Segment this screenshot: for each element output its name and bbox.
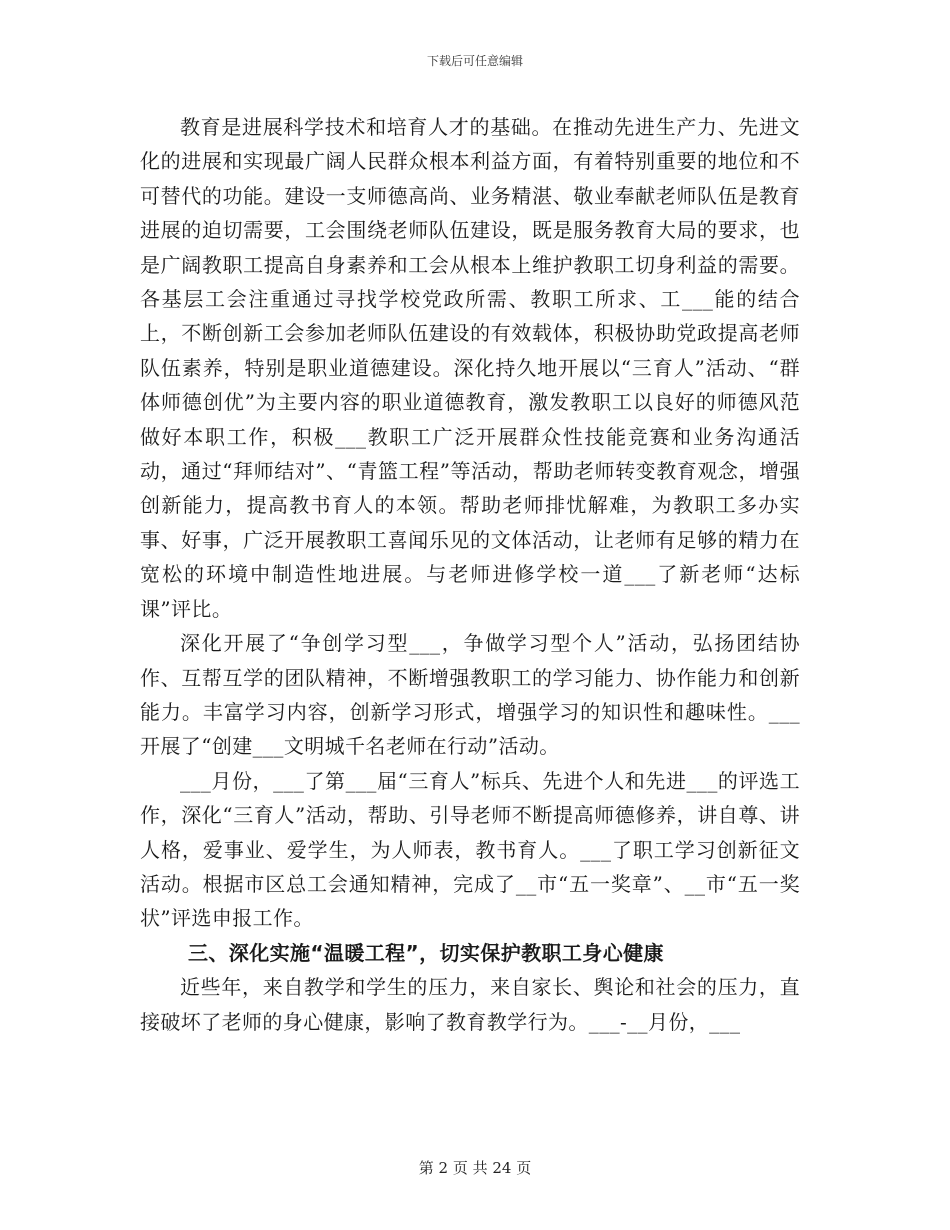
page-header: 下载后可任意编辑 [426, 54, 523, 68]
body-paragraph-1: 教育是进展科学技术和培育人才的基础。在推动先进生产力、先进文化的进展和实现最广阔人民群众根本利益方面，有着特别重要的地位和不可替代的功能。建设一支师德高尚、业务精湛、敬业奉献老师队伍是教育进展的迫切需要，工会围绕老师队伍建设，既是服务教育大局的要求，也是广阔教职工提高自身素养和工会从根本上维护教职工切身利益的需要。各基层工会注重通过寻找学校党政所需、教职工所求、工___能的结合上，不断创新工会参加老师队伍建设的有效载体，积极协助党政提高老师队伍素养，特别是职业道德建设。深化持久地开展以“三育人”活动、“群体师德创优”为主要内容的职业道德教育，激发教职工以良好的师德风范做好本职工作，积极___教职工广泛开展群众性技能竞赛和业务沟通活动，通过“拜师结对”、“青篮工程”等活动，帮助老师转变教育观念，增强创新能力，提高教书育人的本领。帮助老师排忧解难，为教职工多办实事、好事，广泛开展教职工喜闻乐见的文体活动，让老师有足够的精力在宽松的环境中制造性地进展。与老师进修学校一道___了新老师“达标课”评比。 [140, 115, 800, 621]
body-paragraph-4: 近些年，来自教学和学生的压力，来自家长、舆论和社会的压力，直接破坏了老师的身心健康，影响了教育教学行为。___-__月份，___ [140, 975, 800, 1034]
document-body [140, 110, 800, 1039]
page-footer: 第 2 页 共 24 页 [418, 1159, 532, 1177]
body-paragraph-2: 深化开展了“争创学习型___，争做学习型个人”活动，弘扬团结协作、互帮互学的团队精神，不断增强教职工的学习能力、协作能力和创新能力。丰富学习内容，创新学习形式，增强学习的知识性和趣味性。___开展了“创建___文明城千名老师在行动”活动。 [140, 631, 800, 759]
body-paragraph-3: ___月份，___了第___届“三育人”标兵、先进个人和先进___的评选工作，深化“三育人”活动，帮助、引导老师不断提高师德修养，讲自尊、讲人格，爱事业、爱学生，为人师表，教书育人。___了职工学习创新征文活动。根据市区总工会通知精神，完成了__市“五一奖章”、__市“五一奖状”评选申报工作。 [140, 768, 800, 931]
section-heading: 三、深化实施“温暖工程”，切实保护教职工身心健康 [188, 940, 664, 965]
